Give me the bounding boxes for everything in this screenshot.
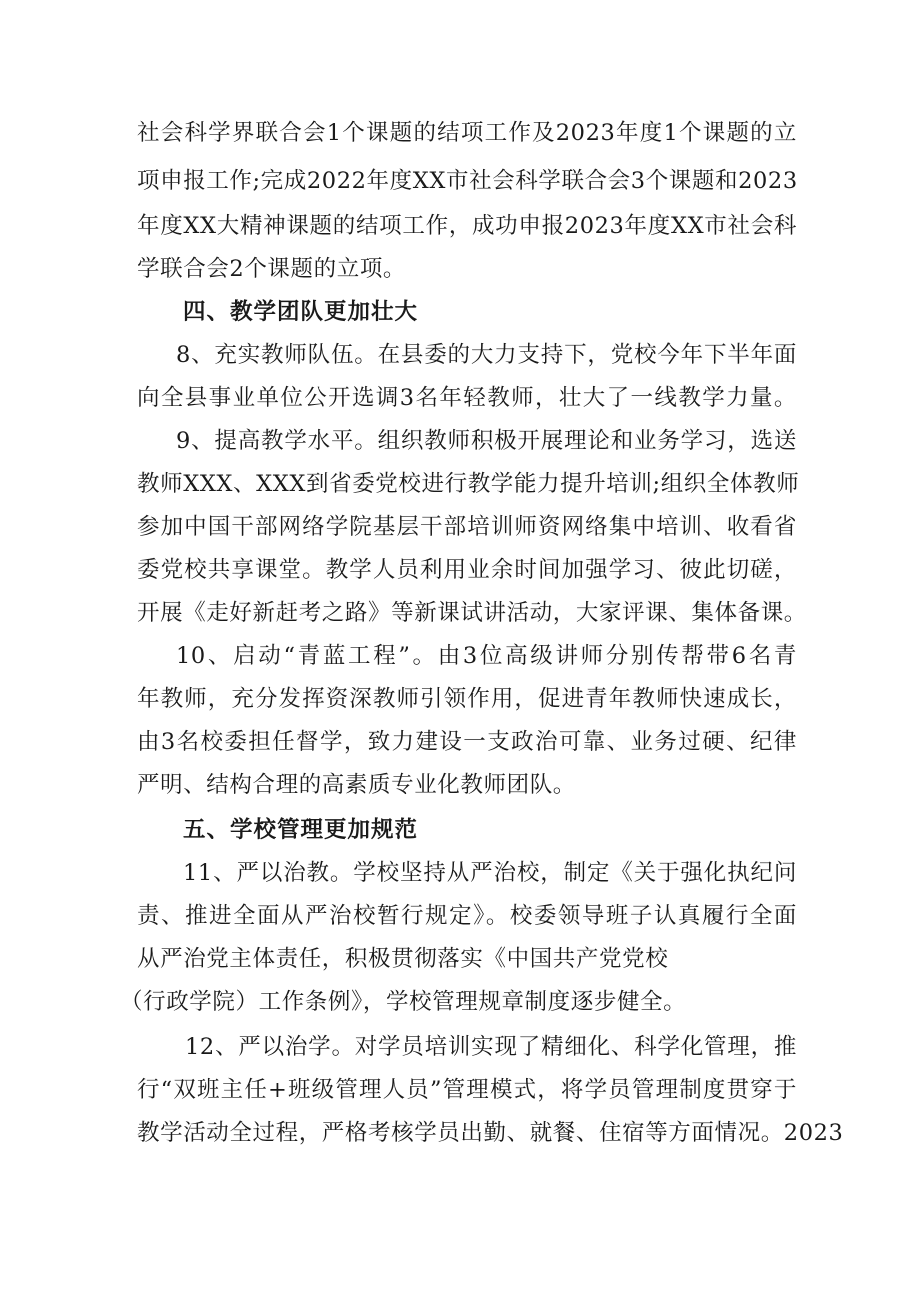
text-line: 向全县事业单位公开选调3名年轻教师，壮大了一线教学力量。 (137, 385, 797, 411)
text-line: 年教师，充分发挥资深教师引领作用，促进青年教师快速成长， (137, 686, 797, 712)
text-line: 从严治党主体责任，积极贯彻落实《中国共产党党校 (137, 946, 669, 972)
text-line: 11、严以治教。学校坚持从严治校，制定《关于强化执纪问 (183, 860, 797, 886)
text-line: 行“双班主任+班级管理人员”管理模式，将学员管理制度贯穿于 (137, 1077, 797, 1103)
text-line: 项申报工作;完成2022年度XX市社会科学联合会3个课题和2023 (137, 168, 798, 194)
text-line: 10、启动“青蓝工程”。由3位高级讲师分别传帮带6名青 (176, 643, 797, 669)
text-line: 学联合会2个课题的立项。 (137, 256, 407, 282)
text-line: 由3名校委担任督学，致力建设一支政治可靠、业务过硬、纪律 (137, 729, 797, 755)
text-line: 教学活动全过程，严格考核学员出勤、就餐、住宿等方面情况。2023 (137, 1120, 844, 1146)
section-heading: 五、学校管理更加规范 (183, 817, 419, 843)
text-line: 年度XX大精神课题的结项工作，成功申报2023年度XX市社会科 (137, 213, 797, 239)
text-line: 开展《走好新赶考之路》等新课试讲活动，大家评课、集体备课。 (137, 600, 807, 626)
text-line: 社会科学界联合会1个课题的结项工作及2023年度1个课题的立 (137, 120, 797, 146)
text-line: 严明、结构合理的高素质专业化教师团队。 (137, 772, 576, 798)
text-line: 12、严以治学。对学员培训实现了精细化、科学化管理，推 (185, 1034, 797, 1060)
section-heading: 四、教学团队更加壮大 (183, 299, 419, 325)
text-line: 9、提高教学水平。组织教师积极开展理论和业务学习，选送 (176, 428, 797, 454)
text-line: 教师XXX、XXX到省委党校进行教学能力提升培训;组织全体教师 (137, 471, 800, 497)
text-line: 委党校共享课堂。教学人员利用业余时间加强学习、彼此切磋， (137, 557, 797, 583)
text-line: （行政学院）工作条例》，学校管理规章制度逐步健全。 (120, 989, 687, 1015)
text-line: 8、充实教师队伍。在县委的大力支持下，党校今年下半年面 (176, 342, 797, 368)
text-line: 参加中国干部网络学院基层干部培训师资网络集中培训、收看省 (137, 514, 797, 540)
text-line: 责、推进全面从严治校暂行规定》。校委领导班子认真履行全面 (137, 903, 797, 929)
